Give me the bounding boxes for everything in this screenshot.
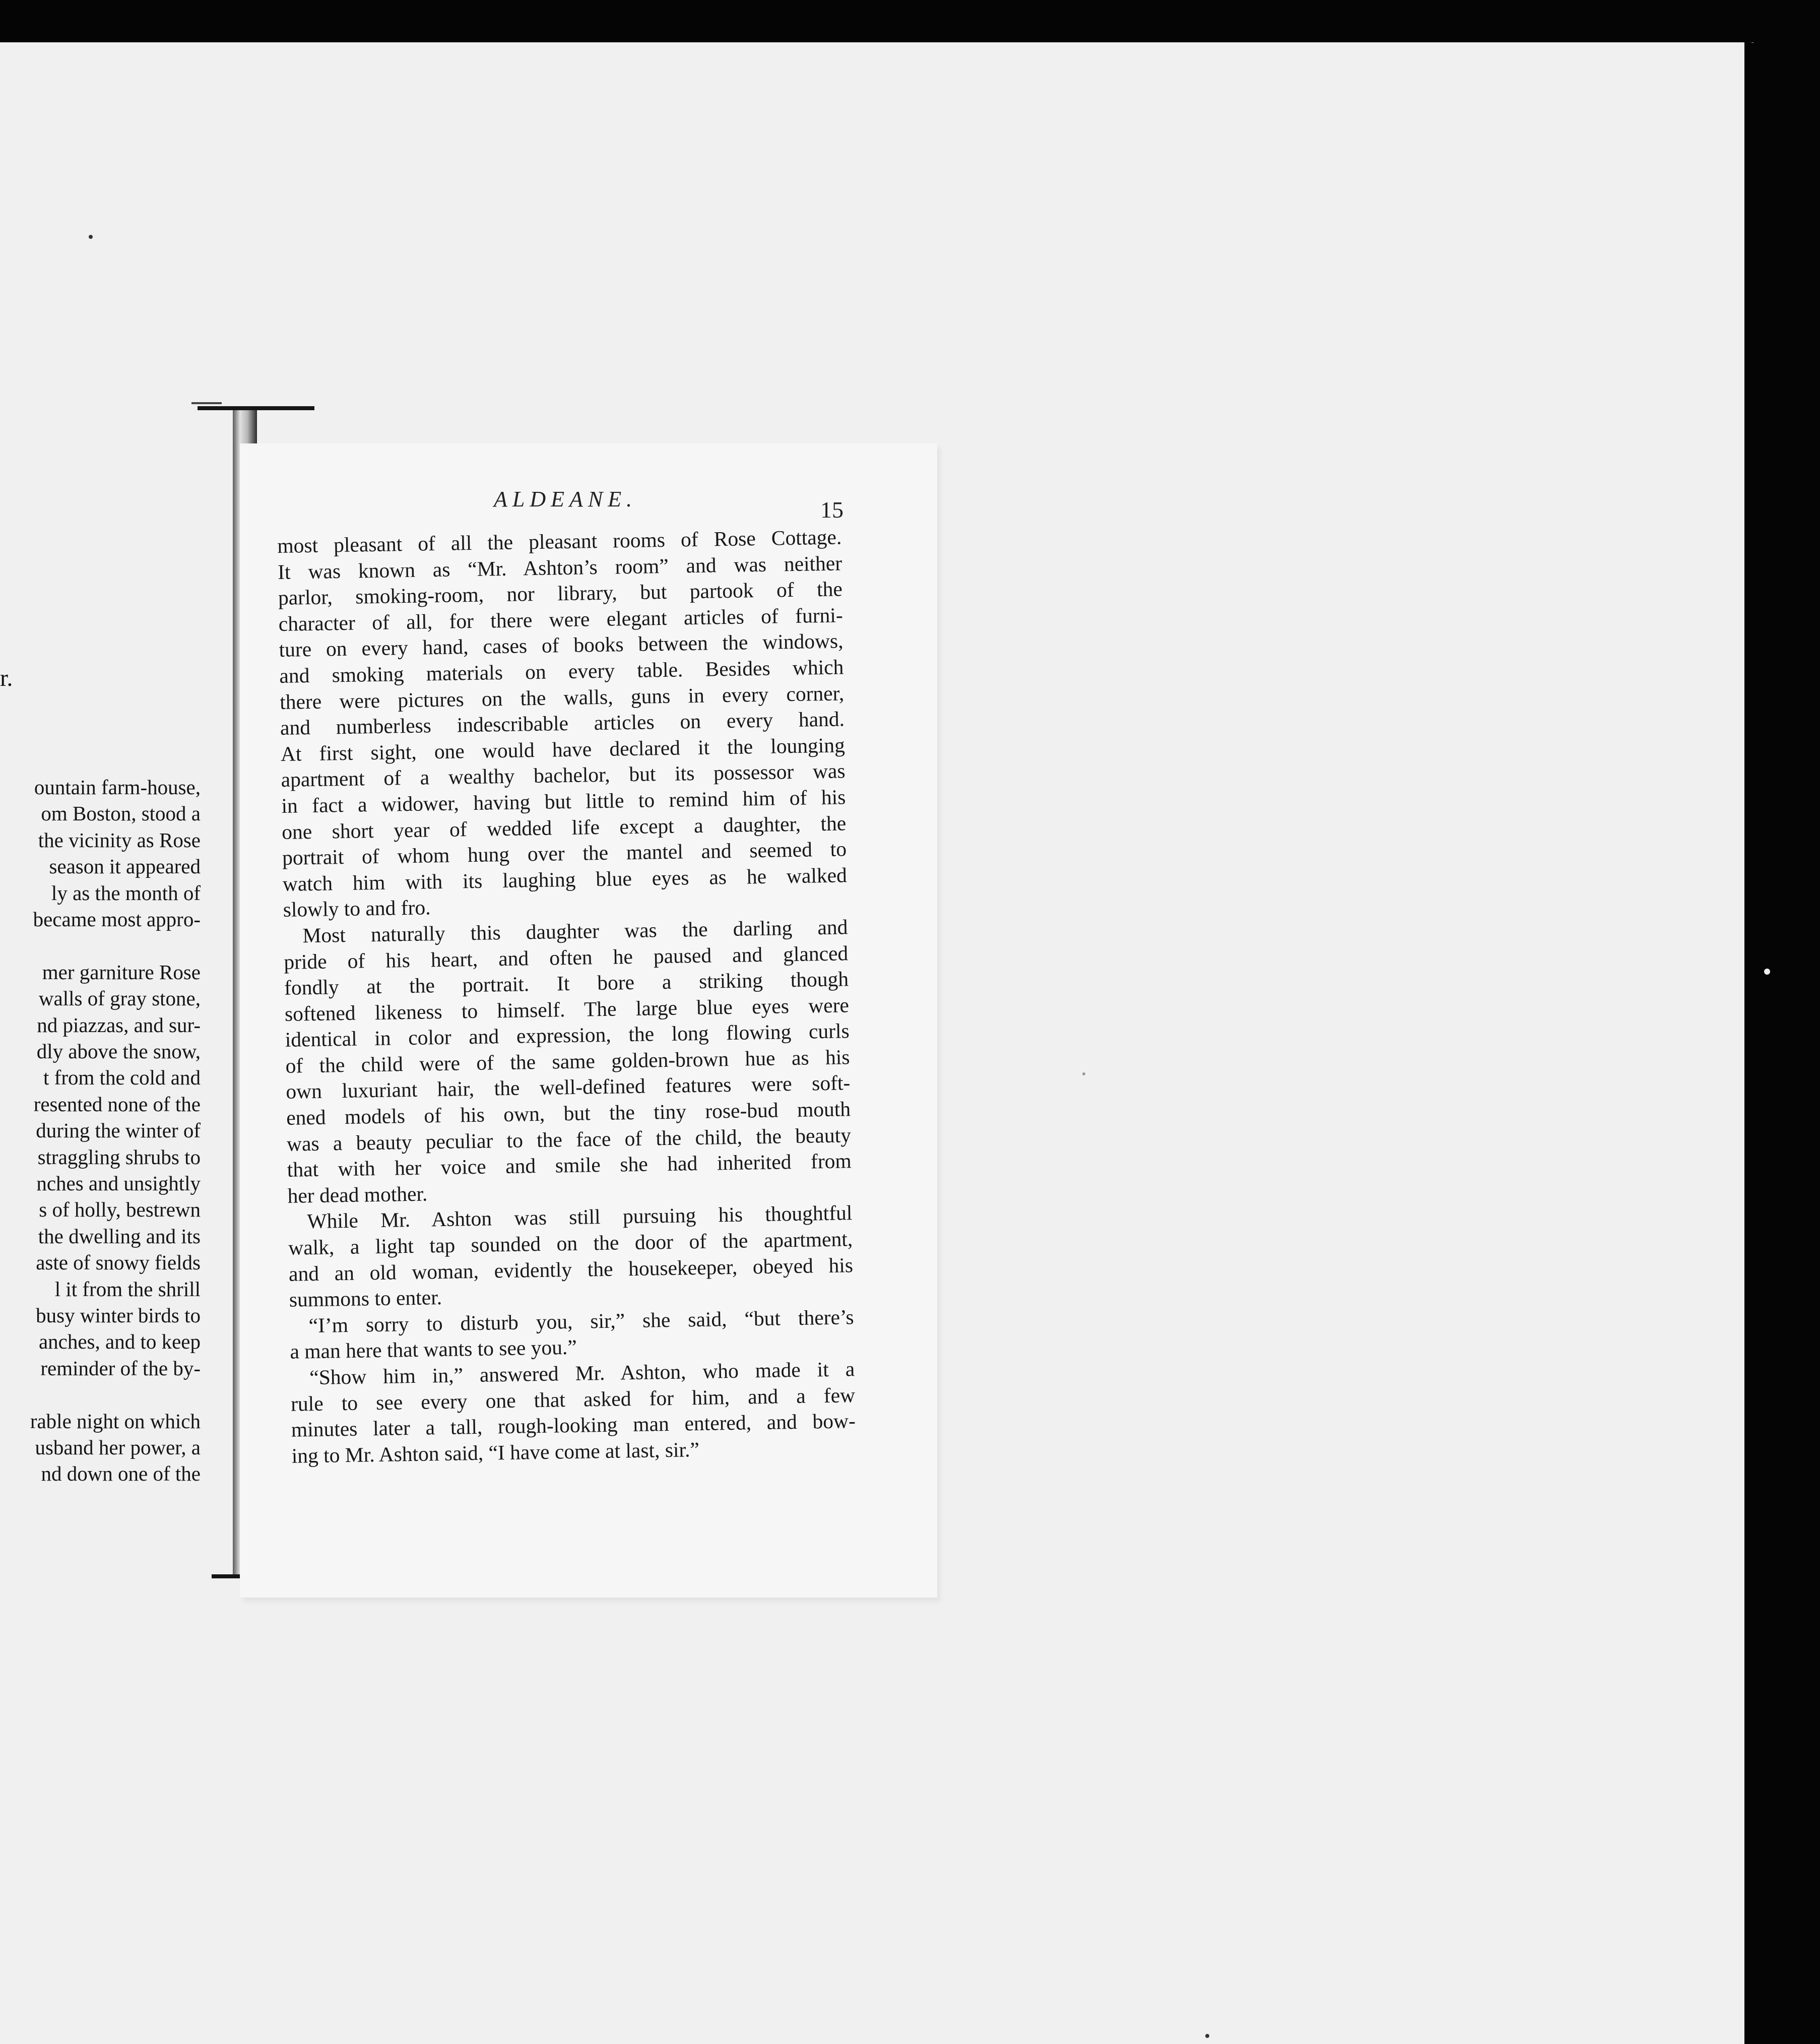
scanner-frame-right <box>1753 42 1820 2044</box>
previous-page-line: resented none of the <box>33 1092 201 1116</box>
text-line: “Show him in,” answered Mr. Ashton, who made it a <box>309 1357 855 1389</box>
previous-page-line: ly as the month of <box>51 881 201 905</box>
text-line: most pleasant of all the pleasant rooms of Rose Cottage. <box>277 525 842 557</box>
text-line: portrait of whom hung over the mantel and seemed to <box>282 837 847 870</box>
previous-page-line: s of holly, bestrewn <box>39 1198 201 1222</box>
previous-page-line: the dwelling and its <box>38 1224 201 1248</box>
text-line: rule to see every one that asked for him, and a few <box>290 1383 856 1416</box>
dust-speck <box>1764 969 1770 975</box>
previous-page-fragment <box>0 655 217 1512</box>
previous-page-line: became most appro- <box>33 908 201 931</box>
text-line: of the child were of the same golden-brown hue as his <box>285 1045 850 1077</box>
text-line: ened models of his own, but the tiny rose-bud mouth <box>286 1097 851 1129</box>
previous-page-line: reminder of the by- <box>40 1356 201 1380</box>
text-line: slowly to and fro. <box>283 896 431 922</box>
text-line: softened likeness to himself. The large blue eyes were <box>284 993 850 1026</box>
previous-page-line: om Boston, stood a <box>41 802 201 825</box>
text-line: there were pictures on the walls, guns in every corner, <box>279 681 844 714</box>
text-line: While Mr. Ashton was still pursuing his thoughtful <box>307 1201 853 1233</box>
previous-page-line: anches, and to keep <box>38 1330 201 1354</box>
text-line: and an old woman, evidently the housekeeper, obeyed his <box>288 1253 854 1286</box>
text-line: a man here that wants to see you.” <box>290 1335 577 1364</box>
previous-page-line: busy winter birds to <box>36 1304 201 1327</box>
previous-page-line: rable night on which <box>30 1409 201 1433</box>
page-body-text <box>277 524 856 1469</box>
text-line: her dead mother. <box>287 1182 428 1207</box>
previous-page-line: walls of gray stone, <box>38 987 201 1010</box>
gutter-rule-tip <box>191 402 222 404</box>
gutter-rule-top <box>198 406 314 410</box>
text-line: ing to Mr. Ashton said, “I have come at last, sir.” <box>291 1437 700 1467</box>
text-line: was a beauty peculiar to the face of the child, the beauty <box>286 1123 852 1156</box>
text-line: At first sight, one would have declared it the lounging <box>280 733 846 765</box>
text-line: summons to enter. <box>289 1286 442 1312</box>
text-line: minutes later a tall, rough-looking man entered, and bow- <box>291 1409 856 1441</box>
text-line: fondly at the portrait. It bore a striking though <box>284 967 849 999</box>
previous-page-line: during the winter of <box>36 1119 201 1142</box>
previous-page-line: nd down one of the <box>41 1462 201 1486</box>
dust-speck <box>1082 1072 1085 1075</box>
scanner-frame-top <box>0 0 1820 42</box>
previous-page-line: season it appeared <box>49 855 201 878</box>
text-line: walk, a light tap sounded on the door of the apartment, <box>288 1227 853 1259</box>
text-line: in fact a widower, having but little to remind him of his <box>281 785 846 817</box>
previous-page-line: ountain farm-house, <box>34 776 201 799</box>
page-number: 15 <box>820 497 843 523</box>
text-line: apartment of a wealthy bachelor, but its possessor was <box>281 759 846 792</box>
text-line: character of all, for there were elegant articles of furni- <box>278 603 843 635</box>
text-line: identical in color and expression, the long flowing curls <box>285 1019 850 1052</box>
previous-page-line: usband her power, a <box>35 1436 201 1459</box>
previous-page-line: aste of snowy fields <box>36 1251 201 1274</box>
text-line: pride of his heart, and often he paused and glanced <box>283 941 849 974</box>
running-head: ALDEANE. <box>494 487 637 512</box>
previous-page-line: the vicinity as Rose <box>38 828 201 852</box>
previous-page-line: mer garniture Rose <box>42 960 201 984</box>
text-line: one short year of wedded life except a daughter, the <box>281 811 847 844</box>
text-line: that with her voice and smile she had inherited from <box>287 1149 852 1182</box>
left-page-mark: r. <box>0 665 13 691</box>
text-line: own luxuriant hair, the well-defined features were soft- <box>286 1071 851 1104</box>
text-line: It was known as “Mr. Ashton’s room” and was neither <box>277 551 842 584</box>
previous-page-line: l it from the shrill <box>54 1277 201 1301</box>
previous-page-line: t from the cold and <box>43 1066 201 1090</box>
text-line: ture on every hand, cases of books between the windows, <box>279 629 843 662</box>
previous-page-line: straggling shrubs to <box>37 1145 201 1169</box>
text-line: Most naturally this daughter was the darling and <box>302 915 848 947</box>
text-line: and numberless indescribable articles on every hand. <box>280 707 845 740</box>
previous-page-line: nches and unsightly <box>36 1172 201 1195</box>
previous-page-line: nd piazzas, and sur- <box>37 1013 201 1037</box>
text-line: watch him with its laughing blue eyes as he walked <box>282 863 848 896</box>
text-line: parlor, smoking-room, nor library, but partook of the <box>278 577 843 610</box>
previous-page-line: dly above the snow, <box>36 1040 201 1063</box>
dust-speck <box>89 235 93 239</box>
text-line: and smoking materials on every table. Besides which <box>279 655 844 687</box>
text-line: “I’m sorry to disturb you, sir,” she said, “but there’s <box>308 1305 854 1337</box>
dust-speck <box>1205 2034 1209 2038</box>
